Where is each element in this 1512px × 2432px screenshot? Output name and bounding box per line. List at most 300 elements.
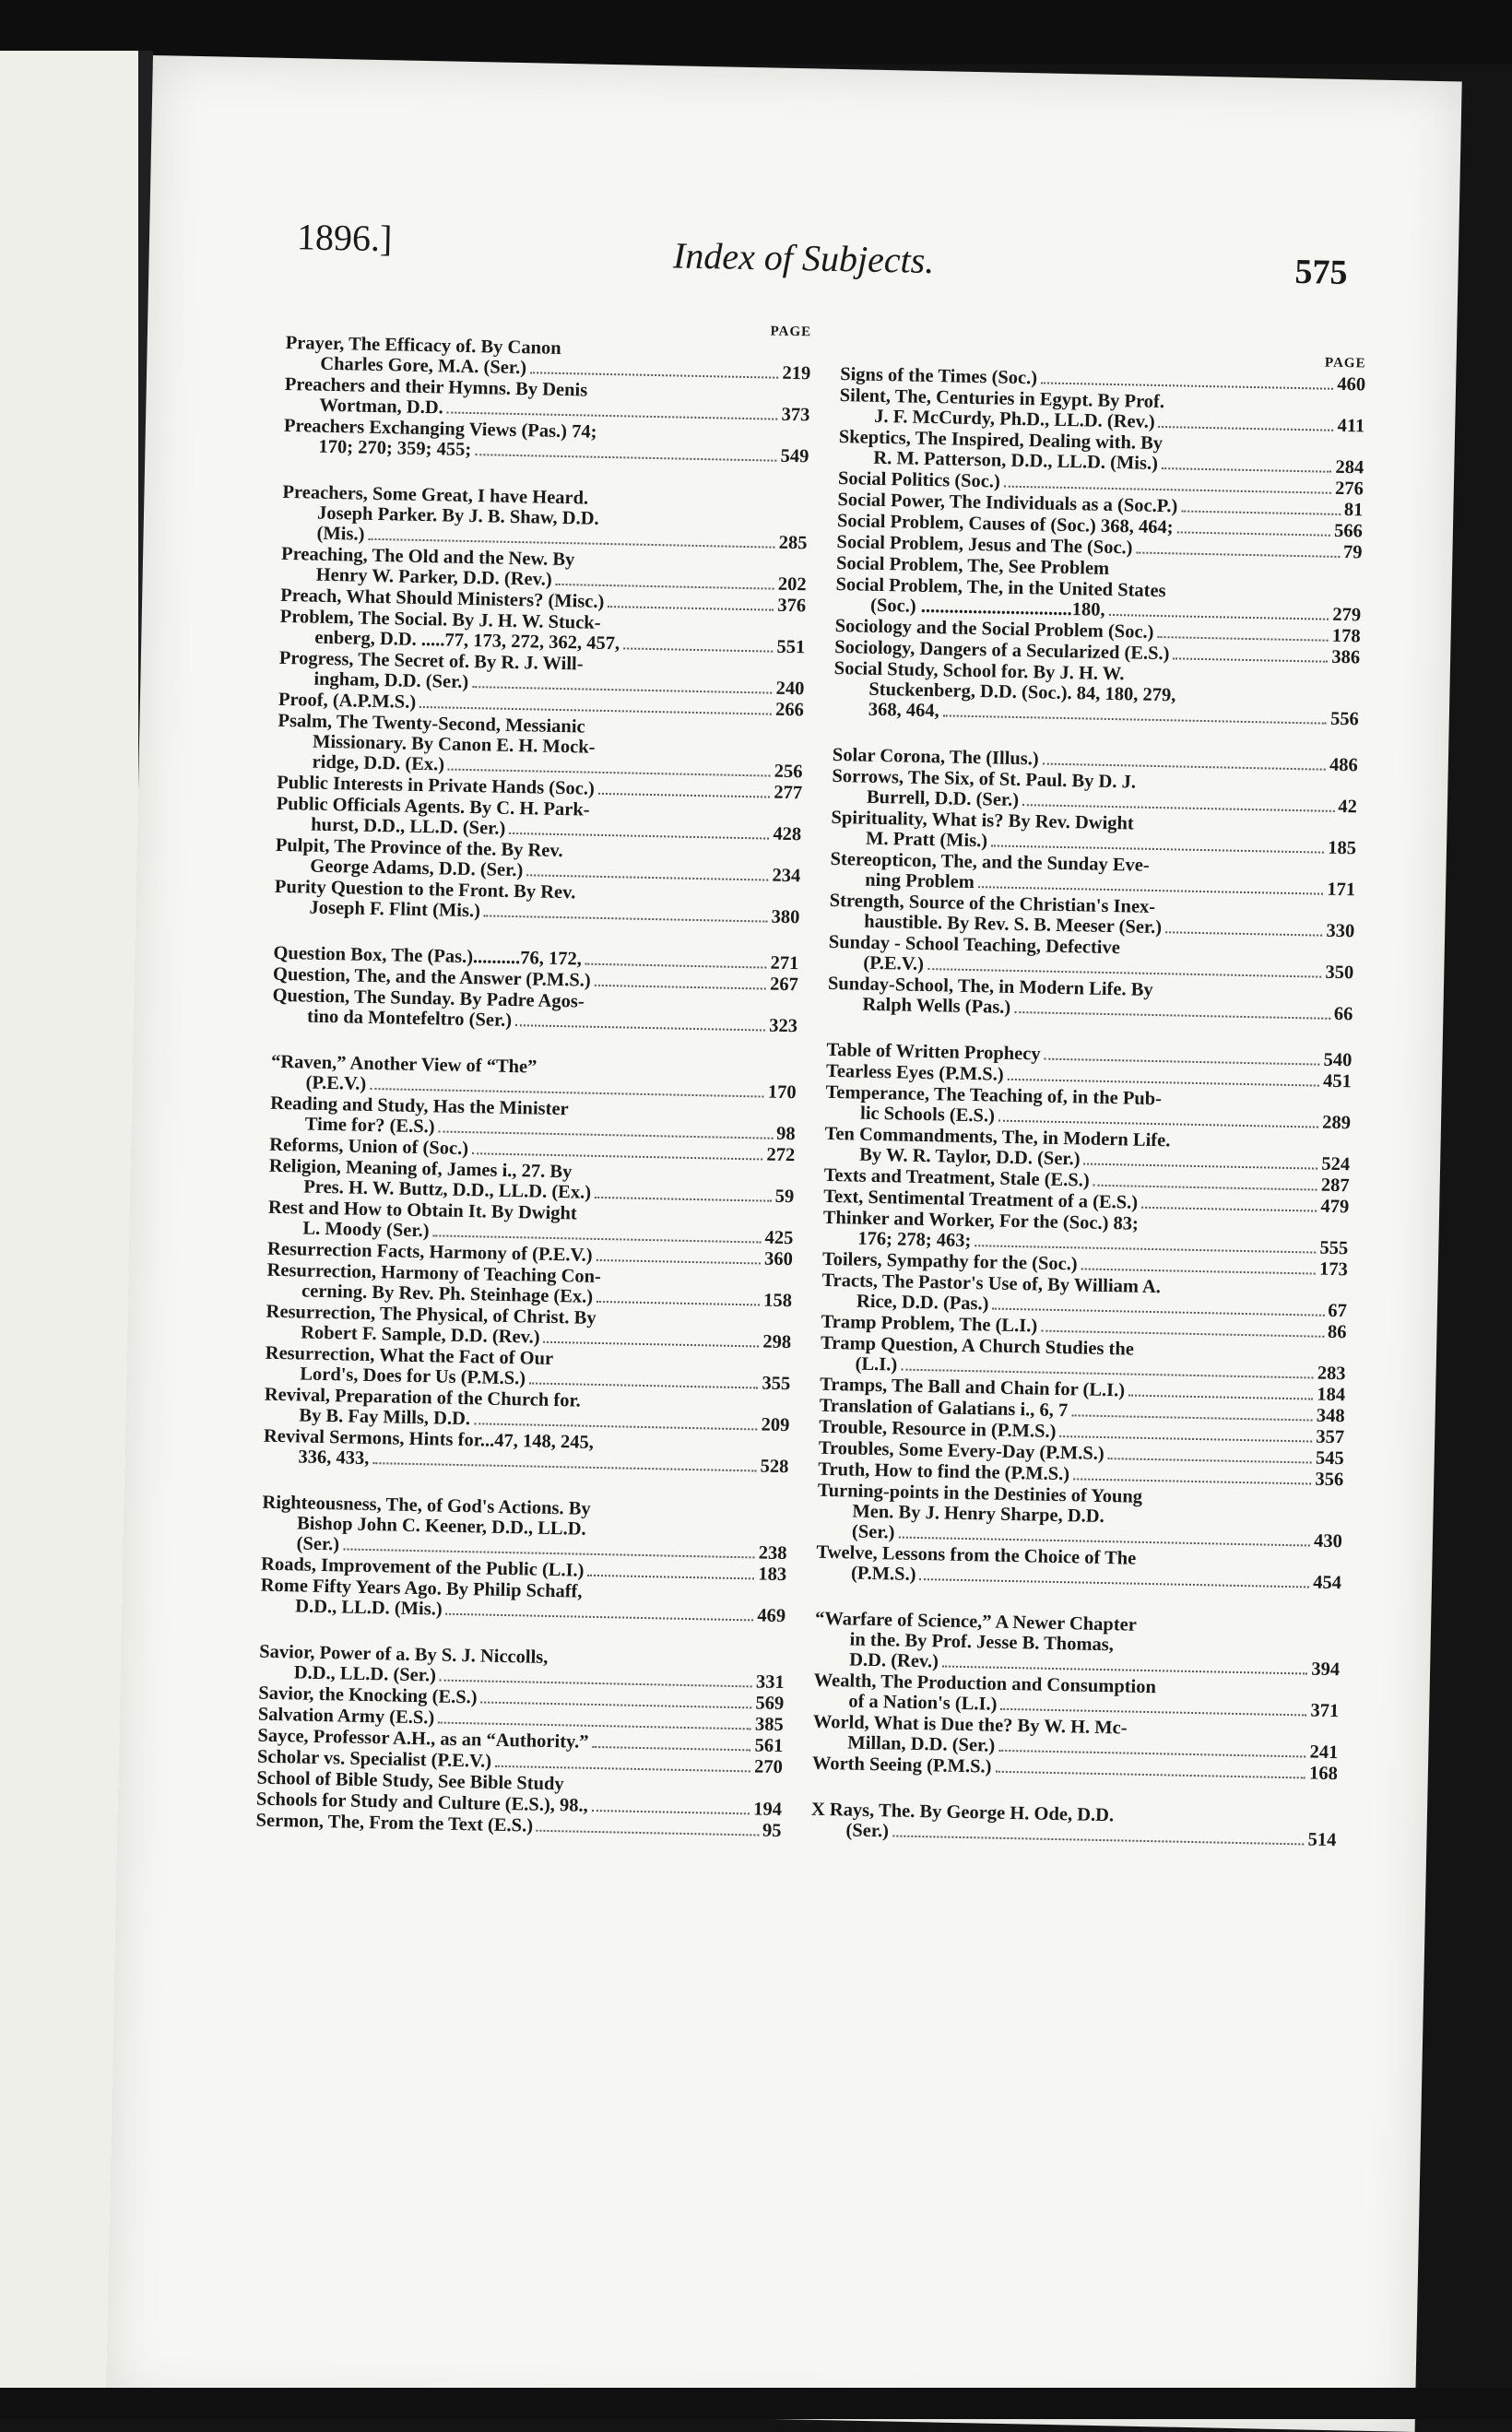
leader-dots [1073, 1478, 1311, 1484]
entry-text: Silent, The, Centuries in Egypt. By Prof. [839, 385, 1165, 413]
entry-text: Social Politics (Soc.) [837, 468, 1001, 492]
entry-text: (Ser.) [845, 1820, 890, 1842]
entry-page-number: 411 [1337, 415, 1365, 437]
entry-text: hurst, D.D., LL.D. (Ser.) [311, 814, 506, 839]
entry-page-number: 194 [752, 1799, 783, 1821]
leader-dots [1109, 614, 1329, 620]
entry-text: Pres. H. W. Buttz, D.D., LL.D. (Ex.) [303, 1176, 592, 1203]
entry-text: Social Power, The Individuals as a (Soc.P.) [837, 490, 1178, 517]
leader-dots [592, 1746, 750, 1751]
entry-text: 368, 464, [868, 699, 939, 722]
entry-page-number: 524 [1321, 1153, 1351, 1175]
entry-text: cerning. By Rev. Ph. Steinhage (Ex.) [301, 1281, 594, 1307]
leader-dots [1141, 1207, 1317, 1212]
leader-dots [372, 1462, 756, 1471]
leader-dots [1136, 552, 1339, 558]
entry-page-number: 202 [777, 573, 807, 596]
entry-text: Joseph Parker. By J. B. Shaw, D.D. [316, 502, 599, 529]
leader-dots [1004, 486, 1331, 494]
entry-text: Religion, Meaning of, James i., 27. By [268, 1155, 573, 1183]
entry-text: By W. R. Taylor, D.D. (Ser.) [858, 1144, 1081, 1170]
entry-page-number: 486 [1329, 754, 1359, 776]
book-page [106, 55, 1462, 2432]
entry-text: Time for? (E.S.) [304, 1114, 435, 1138]
entry-text: Table of Written Prophecy [826, 1039, 1041, 1065]
entry-page-number: 551 [776, 636, 806, 658]
entry-page-number: 357 [1316, 1426, 1345, 1448]
entry-text: Scholar vs. Specialist (P.E.V.) [256, 1746, 492, 1772]
entry-text: 170; 270; 359; 455; [318, 436, 472, 461]
entry-page-number: 234 [772, 865, 801, 887]
leader-dots [1044, 1058, 1319, 1066]
entry-text: Social Problem, Jesus and The (Soc.) [836, 531, 1133, 559]
leader-dots [1108, 1458, 1312, 1463]
entry-text: Bishop John C. Keener, D.D., LL.D. [296, 1513, 586, 1540]
entry-text: Sorrows, The Six, of St. Paul. By D. J. [832, 765, 1137, 793]
entry-text: haustible. By Rev. S. B. Meeser (Ser.) [864, 911, 1163, 939]
entry-page-number: 42 [1338, 796, 1358, 818]
entry-page-number: 373 [781, 404, 810, 426]
entry-text: Millan, D.D. (Ser.) [847, 1732, 996, 1756]
leader-dots [484, 915, 768, 922]
header-year: 1896.] [296, 216, 393, 260]
leader-dots [592, 1810, 750, 1814]
entry-text: Trouble, Resource in (P.M.S.) [819, 1416, 1057, 1442]
entry-text: Charles Gore, M.A. (Ser.) [320, 353, 527, 379]
entry-text: Rest and How to Obtain It. By Dwight [267, 1197, 577, 1224]
entry-text: Men. By J. Henry Sharpe, D.D. [852, 1501, 1104, 1528]
entry-page-number: 514 [1307, 1829, 1337, 1851]
right-index-column [810, 346, 1365, 1851]
index-entry [281, 482, 808, 553]
entry-text: Stuckenberg, D.D. (Soc.). 84, 180, 279, [868, 679, 1176, 706]
entry-page-number: 171 [1327, 879, 1356, 901]
entry-text: J. F. McCurdy, Ph.D., LL.D. (Rev.) [874, 406, 1155, 432]
leader-dots [975, 1245, 1316, 1253]
entry-page-number: 79 [1342, 542, 1363, 563]
leader-dots [1008, 1079, 1320, 1087]
leader-dots [481, 1701, 752, 1708]
entry-text: Psalm, The Twenty-Second, Messianic [278, 710, 585, 738]
entry-page-number: 330 [1326, 920, 1355, 942]
entry-page-number: 283 [1317, 1363, 1346, 1385]
entry-text: Rice, D.D. (Pas.) [856, 1291, 989, 1315]
entry-text: Temperance, The Teaching of, in the Pub- [825, 1081, 1163, 1110]
entry-text: Troubles, Some Every-Day (P.M.S.) [818, 1437, 1104, 1465]
entry-text: Rome Fifty Years Ago. By Philip Schaff, [260, 1575, 583, 1602]
entry-text: Tramps, The Ball and Chain for (L.I.) [819, 1374, 1126, 1401]
leader-dots [1041, 1330, 1324, 1338]
entry-page-number: 360 [763, 1248, 794, 1270]
entry-page-number: 566 [1333, 520, 1364, 542]
entry-page-number: 371 [1310, 1700, 1340, 1722]
entry-page-number: 569 [755, 1693, 785, 1715]
entry-text: (P.M.S.) [850, 1563, 916, 1585]
entry-page-number: 267 [769, 974, 799, 996]
entry-page-number: 240 [775, 678, 805, 700]
leader-dots [1081, 1268, 1316, 1274]
leader-dots [995, 1771, 1305, 1779]
leader-dots [530, 372, 778, 378]
entry-text: ridge, D.D. (Ex.) [312, 751, 445, 775]
entry-page-number: 289 [1322, 1112, 1352, 1134]
entry-page-number: 59 [774, 1186, 795, 1208]
entry-text: Texts and Treatment, Stale (E.S.) [823, 1164, 1090, 1191]
entry-text: Twelve, Lessons from the Choice of The [816, 1541, 1137, 1569]
entry-text: By B. Fay Mills, D.D. [299, 1405, 471, 1430]
index-entry [277, 711, 803, 782]
entry-page-number: 238 [758, 1542, 787, 1564]
index-entry [814, 1609, 1341, 1680]
entry-text: Sunday-School, The, in Modern Life. By [827, 973, 1153, 1000]
entry-page-number: 469 [757, 1605, 786, 1627]
entry-page-number: 394 [1311, 1659, 1341, 1681]
leader-dots [1181, 510, 1341, 514]
entry-page-number: 168 [1308, 1763, 1339, 1785]
entry-text: Pulpit, The Province of the. By Rev. [275, 834, 563, 862]
entry-page-number: 556 [1329, 708, 1360, 730]
entry-page-number: 528 [760, 1456, 789, 1478]
leader-dots [537, 1830, 759, 1836]
entry-page-number: 81 [1343, 500, 1364, 521]
leader-dots [1173, 657, 1328, 662]
entry-text: Preachers, Some Great, I have Heard. [282, 481, 589, 509]
page-title: Index of Subjects. [672, 234, 935, 282]
entry-text: Righteousness, The, of God's Actions. By [262, 1492, 591, 1519]
entry-page-number: 298 [762, 1331, 792, 1353]
entry-text: Preachers and their Hymns. By Denis [284, 373, 588, 401]
entry-text: of a Nation's (L.I.) [848, 1691, 998, 1715]
leader-dots [1159, 426, 1334, 431]
entry-text: tino da Montefeltro (Ser.) [306, 1006, 513, 1032]
entry-text: Revival, Preparation of the Church for. [264, 1384, 582, 1411]
leader-dots [446, 1613, 754, 1622]
entry-text: Ten Commandments, The, in Modern Life. [824, 1123, 1171, 1151]
entry-page-number: 376 [777, 595, 807, 617]
entry-page-number: 460 [1337, 373, 1366, 395]
entry-text: Sermon, The, From the Text (E.S.) [255, 1810, 534, 1836]
entry-text: Worth Seeing (P.M.S.) [811, 1753, 992, 1777]
entry-text: Social Problem, The, in the United States [835, 573, 1166, 602]
entry-page-number: 256 [774, 761, 803, 783]
entry-text: (L.I.) [855, 1353, 898, 1375]
leader-dots [1043, 763, 1326, 771]
entry-text: Reading and Study, Has the Minister [269, 1092, 569, 1120]
entry-page-number: 430 [1313, 1530, 1343, 1552]
entry-text: Toilers, Sympathy for the (Soc.) [821, 1248, 1078, 1275]
leader-dots [438, 1130, 773, 1139]
entry-text: Ralph Wells (Pas.) [862, 994, 1011, 1018]
leader-dots [1083, 1163, 1317, 1170]
entry-page-number: 184 [1317, 1384, 1346, 1406]
entry-text: Prayer, The Efficacy of. By Canon [285, 332, 561, 359]
entry-page-number: 271 [770, 952, 799, 974]
entry-page-number: 98 [775, 1123, 796, 1145]
entry-text: Public Officials Agents. By C. H. Park- [276, 793, 590, 821]
leader-dots [892, 1835, 1305, 1845]
entry-page-number: 555 [1319, 1237, 1349, 1259]
entry-text: (Ser.) [296, 1533, 340, 1555]
entry-page-number: 356 [1315, 1469, 1344, 1491]
entry-page-number: 185 [1328, 837, 1357, 859]
entry-page-number: 67 [1328, 1300, 1348, 1322]
entry-text: enberg, D.D. .....77, 173, 272, 362, 457, [314, 627, 620, 655]
left-entry-list [255, 333, 810, 1841]
entry-page-number: 380 [771, 906, 800, 928]
entry-text: (P.E.V.) [863, 952, 925, 974]
entry-text: Proof, (A.P.M.S.) [278, 689, 417, 713]
leader-dots [992, 1308, 1324, 1316]
entry-text: Sunday - School Teaching, Defective [828, 931, 1121, 959]
entry-text: in the. By Prof. Jesse B. Thomas, [849, 1629, 1115, 1656]
leader-dots [1022, 804, 1334, 812]
leader-dots [585, 963, 767, 969]
entry-page-number: 183 [758, 1564, 787, 1586]
entry-text: Tramp Problem, The (L.I.) [821, 1311, 1038, 1337]
entry-text: M. Pratt (Mis.) [865, 828, 988, 852]
page-number: 575 [1294, 252, 1348, 293]
right-entry-list [810, 364, 1365, 1850]
entry-text: Question Box, The (Pas.)..........76, 172, [273, 942, 583, 970]
entry-text: D.D., LL.D. (Ser.) [293, 1662, 437, 1686]
entry-page-number: 350 [1325, 962, 1354, 984]
entry-text: Tracts, The Pastor's Use of, By William A. [821, 1269, 1162, 1298]
entry-text: (Ser.) [851, 1521, 895, 1543]
entry-text: L. Moody (Ser.) [302, 1218, 430, 1242]
index-entry [810, 1800, 1337, 1850]
leader-dots [509, 832, 769, 840]
index-entry [833, 658, 1360, 729]
entry-text: Roads, Improvement of the Public (L.I.) [260, 1553, 585, 1581]
entry-page-number: 540 [1323, 1049, 1353, 1071]
entry-text: Stereopticon, The, and the Sunday Eve- [830, 848, 1150, 876]
leader-dots [1014, 1011, 1330, 1020]
leader-dots [595, 1197, 772, 1202]
entry-text: Henry W. Parker, D.D. (Rev.) [315, 564, 552, 590]
index-entry [817, 1481, 1343, 1552]
left-index-column [255, 314, 811, 1842]
entry-page-number: 158 [763, 1290, 793, 1312]
entry-text: Social Problem, The, See Problem [835, 552, 1110, 579]
entry-text: lic Schools (E.S.) [859, 1103, 996, 1127]
entry-text: Burrell, D.D. (Ser.) [866, 786, 1020, 811]
leader-dots [1000, 1708, 1306, 1717]
leader-dots [440, 1680, 752, 1688]
entry-page-number: 285 [778, 532, 808, 554]
entry-text: ning Problem [864, 869, 975, 893]
entry-text: Resurrection, What the Fact of Our [265, 1342, 554, 1369]
entry-page-number: 279 [1332, 604, 1362, 626]
entry-text: Progress, The Secret of. By R. J. Will- [278, 647, 584, 675]
entry-text: 176; 278; 463; [857, 1228, 972, 1252]
entry-page-number: 323 [769, 1015, 798, 1037]
leader-dots [556, 584, 774, 590]
entry-page-number: 284 [1335, 456, 1364, 478]
leader-dots [597, 1301, 760, 1306]
leader-dots [529, 1382, 758, 1388]
entry-page-number: 276 [1334, 478, 1364, 500]
leader-dots [1165, 931, 1322, 936]
page-column-label: PAGE [1324, 355, 1366, 372]
entry-text: Problem, The Social. By J. H. W. Stuck- [279, 606, 601, 633]
entry-text: ingham, D.D. (Ser.) [313, 668, 469, 693]
page-header [148, 212, 1459, 312]
leader-dots [448, 769, 771, 777]
entry-text: Reforms, Union of (Soc.) [269, 1134, 469, 1160]
page-column-label: PAGE [770, 324, 812, 340]
entry-text: Preachers Exchanging Views (Pas.) 74; [283, 415, 597, 443]
leader-dots [475, 454, 777, 462]
entry-text: Preach, What Should Ministers? (Misc.) [280, 584, 605, 612]
leader-dots [595, 985, 766, 990]
entry-text: Skeptics, The Inspired, Dealing with. By [838, 427, 1164, 455]
entry-text: Signs of the Times (Soc.) [839, 364, 1038, 389]
entry-text: Savior, Power of a. By S. J. Niccolls, [259, 1641, 549, 1668]
entry-page-number: 66 [1333, 1003, 1353, 1025]
entry-page-number: 241 [1309, 1741, 1339, 1764]
leader-dots [472, 1152, 762, 1160]
entry-page-number: 425 [764, 1227, 794, 1249]
entry-page-number: 385 [754, 1714, 785, 1736]
entry-text: Spirituality, What is? By Rev. Dwight [831, 807, 1134, 834]
entry-text: Truth, How to find the (P.M.S.) [818, 1458, 1070, 1485]
entry-text: Question, The Sunday. By Padre Agos- [272, 985, 585, 1012]
leader-dots [998, 1750, 1305, 1758]
entry-page-number: 170 [767, 1081, 797, 1104]
leader-dots [1162, 467, 1332, 473]
leader-dots [1176, 531, 1330, 536]
entry-text: George Adams, D.D. (Ser.) [310, 856, 524, 881]
entry-text: 336, 433, [298, 1446, 370, 1470]
entry-text: Joseph F. Flint (Mis.) [309, 897, 481, 922]
entry-text: Turning-points in the Destinies of Young [817, 1480, 1143, 1507]
entry-text: “Warfare of Science,” A Newer Chapter [814, 1608, 1138, 1635]
entry-text: Savior, the Knocking (E.S.) [258, 1682, 478, 1708]
leader-dots [919, 1578, 1309, 1588]
entry-text: World, What is Due the? By W. H. Mc- [812, 1711, 1128, 1739]
entry-page-number: 561 [754, 1735, 784, 1757]
leader-dots [1071, 1414, 1313, 1421]
entry-page-number: 386 [1331, 646, 1361, 668]
entry-text: Purity Question to the Front. By Rev. [274, 876, 576, 903]
leader-dots [1128, 1395, 1313, 1400]
leader-dots [991, 844, 1324, 853]
leader-dots [474, 1423, 758, 1430]
index-entry [261, 1493, 787, 1564]
entry-page-number: 454 [1313, 1572, 1342, 1594]
entry-text: Sayce, Professor A.H., as an “Authority.” [257, 1725, 589, 1753]
entry-text: “Raven,” Another View of “The” [270, 1051, 537, 1078]
entry-text: Wortman, D.D. [319, 395, 444, 419]
entry-text: Wealth, The Production and Consumption [813, 1670, 1157, 1698]
entry-page-number: 270 [753, 1756, 784, 1778]
leader-dots [432, 1234, 761, 1243]
entry-page-number: 95 [762, 1820, 782, 1842]
leader-dots [526, 874, 768, 880]
entry-page-number: 178 [1331, 625, 1361, 647]
entry-text: (P.E.V.) [305, 1072, 367, 1094]
entry-page-number: 331 [755, 1671, 785, 1694]
entry-page-number: 173 [1318, 1258, 1349, 1281]
entry-text: Tramp Question, A Church Studies the [820, 1332, 1135, 1360]
entry-text: Sociology, Dangers of a Secularized (E.S.) [834, 636, 1170, 665]
entry-page-number: 287 [1320, 1175, 1350, 1197]
entry-text: Tearless Eyes (P.M.S.) [825, 1060, 1004, 1085]
entry-page-number: 272 [766, 1144, 796, 1166]
leader-dots [515, 1024, 765, 1031]
entry-text: Robert F. Sample, D.D. (Rev.) [301, 1322, 540, 1348]
entry-text: D.D. (Rev.) [848, 1649, 939, 1672]
entry-page-number: 428 [773, 823, 802, 845]
entry-text: Resurrection, Harmony of Teaching Con- [266, 1259, 602, 1288]
leader-dots [495, 1765, 750, 1773]
entry-page-number: 209 [761, 1414, 790, 1436]
entry-text: Text, Sentimental Treatment of a (E.S.) [823, 1186, 1139, 1213]
entry-page-number: 348 [1316, 1405, 1345, 1427]
entry-text: Thinker and Worker, For the (Soc.) 83; [822, 1207, 1140, 1234]
entry-text: Resurrection, The Physical, of Christ. By [266, 1301, 597, 1328]
leader-dots [544, 1341, 760, 1348]
entry-text: R. M. Patterson, D.D., LL.D. (Mis.) [873, 447, 1159, 474]
leader-dots [1059, 1435, 1312, 1442]
entry-text: Schools for Study and Culture (E.S.), 98., [255, 1789, 588, 1816]
entry-text: Public Interests in Private Hands (Soc.) [276, 772, 596, 799]
entry-text: Social Problem, Causes of (Soc.) 368, 464; [836, 510, 1174, 538]
entry-text: Strength, Source of the Christian's Inex- [829, 890, 1156, 918]
scan-border-bottom [0, 2388, 1512, 2419]
leader-dots [1157, 636, 1328, 642]
entry-page-number: 277 [774, 782, 803, 804]
entry-text: Preaching, The Old and the New. By [280, 543, 575, 571]
entry-text: (Soc.) ................................180, [869, 595, 1105, 620]
leader-dots [1041, 382, 1333, 389]
leader-dots [587, 1575, 754, 1580]
scan-border-top [0, 0, 1512, 65]
leader-dots [598, 793, 771, 798]
leader-dots [998, 1120, 1318, 1128]
entry-page-number: 451 [1322, 1070, 1353, 1092]
entry-text: Missionary. By Canon E. H. Mock- [312, 731, 596, 758]
entry-text: Revival Sermons, Hints for...47, 148, 245, [263, 1425, 595, 1453]
entry-text: (Mis.) [316, 523, 365, 545]
entry-text: Question, The, and the Answer (P.M.S.) [272, 963, 591, 991]
entry-page-number: 219 [782, 362, 811, 384]
entry-page-number: 549 [780, 445, 809, 467]
entry-page-number: 355 [762, 1373, 791, 1395]
leader-dots [472, 686, 772, 694]
entry-text: X Rays, The. By George H. Ode, D.D. [810, 1799, 1115, 1826]
leader-dots [438, 1722, 751, 1730]
entry-text: Lord's, Does for Us (P.M.S.) [300, 1364, 526, 1389]
leader-dots [1093, 1185, 1317, 1191]
entry-text: Salvation Army (E.S.) [257, 1704, 435, 1729]
leader-dots [447, 411, 778, 419]
entry-text: D.D., LL.D. (Mis.) [295, 1596, 443, 1620]
entry-page-number: 479 [1320, 1196, 1350, 1218]
entry-page-number: 86 [1327, 1321, 1347, 1343]
entry-page-number: 266 [774, 699, 805, 721]
leader-dots [596, 1259, 761, 1265]
leader-dots [608, 606, 774, 611]
entry-page-number: 545 [1315, 1447, 1344, 1470]
entry-text: Sociology and the Social Problem (Soc.) [834, 615, 1154, 643]
leader-dots [978, 886, 1324, 895]
entry-text: Translation of Galatians i., 6, 7 [819, 1395, 1069, 1422]
entry-text: School of Bible Study, See Bible Study [256, 1767, 564, 1795]
leader-dots [623, 647, 773, 652]
entry-text: Solar Corona, The (Illus.) [832, 744, 1039, 770]
entry-text: Resurrection Facts, Harmony of (P.E.V.) [266, 1238, 593, 1266]
